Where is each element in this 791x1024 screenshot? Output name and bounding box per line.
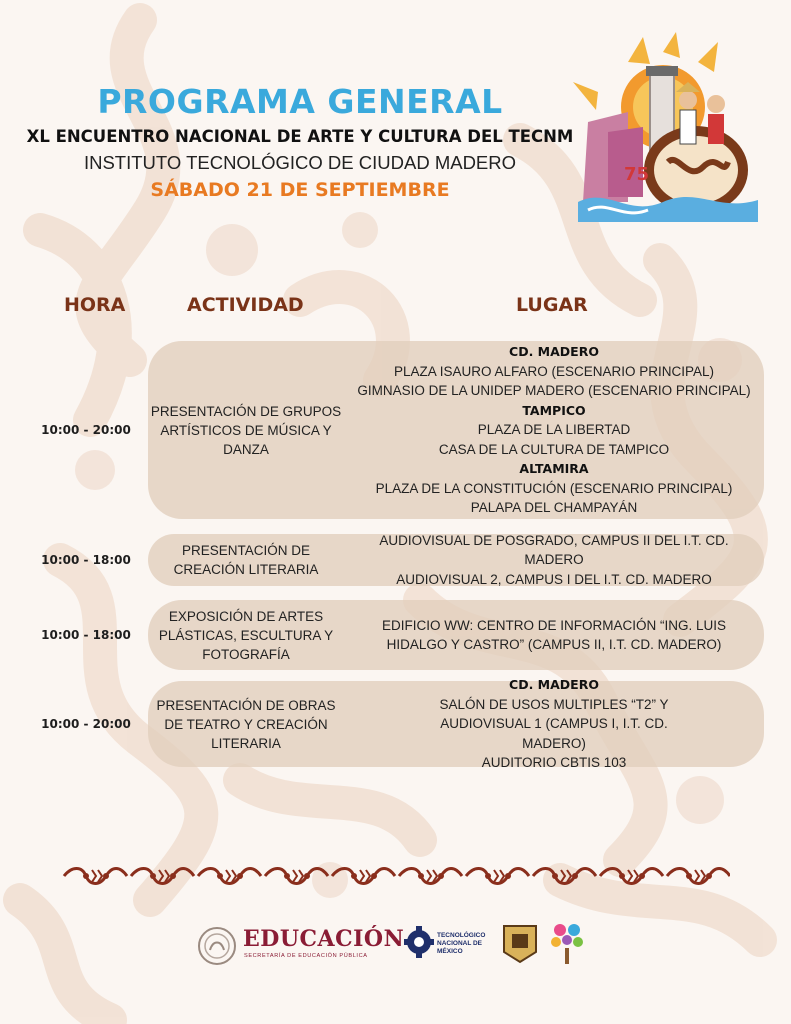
tecnm-logo-text: TECNOLÓGICO NACIONAL DE MÉXICO [437,932,486,955]
colorful-figure-icon [550,920,584,968]
row-time: 10:00 - 20:00 [41,423,131,437]
row-activity: PRESENTACIÓN DE GRUPOS ARTÍSTICOS DE MÚSICA Y DANZA [150,403,342,457]
row-place [350,677,758,771]
place-venue: PLAZA ISAURO ALFARO (ESCENARIO PRINCIPAL) [393,363,715,379]
institution-name: INSTITUTO TECNOLÓGICO DE CIUDAD MADERO [83,152,517,173]
row-place [350,341,758,519]
column-header-lugar: LUGAR [516,294,588,316]
place-venue: AUDIOVISUAL 2, CAMPUS I DEL I.T. CD. MADERO [396,571,712,587]
column-header-actividad: ACTIVIDAD [187,294,304,316]
place-venue: GIMNASIO DE LA UNIDEP MADERO (ESCENARIO PRINCIPAL) [357,383,751,399]
itcm-shield-icon [502,924,538,964]
place-venue: AUDITORIO CBTIS 103 [481,755,627,771]
place-venue: PLAZA DE LA LIBERTAD [477,422,631,438]
tecnm-gear-icon [404,922,434,962]
row-time: 10:00 - 18:00 [41,553,131,567]
row-place [350,600,758,670]
event-name: XL ENCUENTRO NACIONAL DE ARTE Y CULTURA DEL TECNM [26,127,574,146]
place-venue: PALAPA DEL CHAMPAYÁN [470,500,638,516]
mexico-seal-icon [197,926,237,966]
place-venue: PLAZA DE LA CONSTITUCIÓN (ESCENARIO PRINCIPAL) [375,480,733,496]
row-activity: PRESENTACIÓN DE OBRAS DE TEATRO Y CREACIÓN LITERARIA [156,697,336,751]
row-time: 10:00 - 20:00 [41,717,131,731]
row-time: 10:00 - 18:00 [41,628,131,642]
event-date: SÁBADO 21 DE SEPTIEMBRE [150,179,450,201]
column-header-hora: HORA [64,294,126,316]
footer-logos [0,918,791,974]
header [20,82,580,204]
place-venue: AUDIOVISUAL DE POSGRADO, CAMPUS II DEL I.T. CD. MADERO [379,532,729,568]
svg-text:75: 75 [624,164,650,185]
row-activity: EXPOSICIÓN DE ARTES PLÁSTICAS, ESCULTURA Y FOTOGRAFÍA [158,608,334,662]
row-place [350,534,758,586]
place-venue: CASA DE LA CULTURA DE TAMPICO [438,441,670,457]
education-logo-subtext: SECRETARÍA DE EDUCACIÓN PÚBLICA [244,953,368,959]
place-venue: SALÓN DE USOS MULTIPLES “T2” Y AUDIOVISUAL 1 (CAMPUS I, I.T. CD. MADERO) [439,696,669,751]
education-logo-text: EDUCACIÓN [243,926,405,952]
place-city: TAMPICO [522,402,586,418]
place-city: ALTAMIRA [519,461,589,477]
row-activity: PRESENTACIÓN DE CREACIÓN LITERARIA [173,543,319,577]
event-logo-icon [568,32,763,222]
ornamental-border-icon [62,866,730,886]
place-venue: EDIFICIO WW: CENTRO DE INFORMACIÓN “ING. LUIS HIDALGO Y CASTRO” (CAMPUS II, I.T. CD. MADERO) [381,617,726,652]
place-city: CD. MADERO [509,677,599,693]
page-title: PROGRAMA GENERAL [97,82,503,121]
place-city: CD. MADERO [509,344,599,360]
